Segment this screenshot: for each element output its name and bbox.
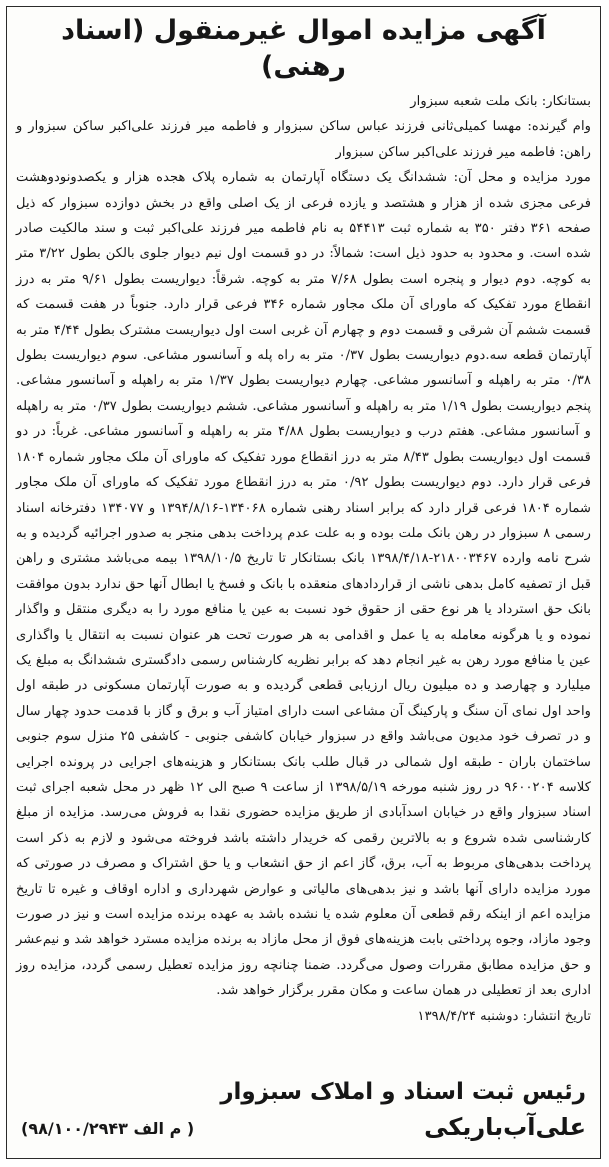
signature-name: علی‌آب‌باریکی bbox=[424, 1113, 586, 1141]
notice-title: آگهی مزایده اموال غیرمنقول (اسناد رهنی) bbox=[61, 15, 546, 82]
auction-notice bbox=[6, 6, 601, 1159]
publish-date: تاریخ انتشار: دوشنبه ۱۳۹۸/۴/۲۴ bbox=[417, 1008, 591, 1024]
auction-subject-paragraph: مورد مزایده و محل آن: ششدانگ یک دستگاه آپارتمان به شماره پلاک هجده هزار و یکصدونودوهشت فرعی مجزی شده از هزار و هشتصد و یازده فرعی از یک اصلی واقع در بخش دوازده سبزوار که ذیل صفحه ۳۶۱ دفتر ۳۵۰ به شماره ثبت ۵۴۴۱۳ به نام فاطمه میر فرزند علی‌اکبر ثبت و سند مالکیت صادر شده است. و محدود به حدود ذیل است: شمالاً: در دو قسمت اول نیم دیوار جلوی بالکن بطول ۳/۲۲ متر به کوچه. دوم دیوار و پنجره است بطول ۷/۶۸ متر به کوچه. شرقاً: دیواریست بطول ۹/۶۱ متر به درز انقطاع مورد تفکیک که ماورای آن ملک مجاور شماره ۳۴۶ فرعی قرار دارد. جنوباً در هفت قسمت که قسمت ششم آن شرقی و قسمت دوم و چهارم آن غربی است اول دیواریست مشترک بطول ۴/۴۴ متر به آپارتمان قطعه سه.دوم دیواریست بطول ۰/۳۷ متر به راه پله و آسانسور مشاعی. سوم دیواریست بطول ۰/۳۸ متر به راهپله و آسانسور مشاعی. چهارم دیواریست بطول ۱/۳۷ متر به راهپله و آسانسور مشاعی. پنجم دیواریست بطول ۱/۱۹ متر به راهپله و آسانسور مشاعی. ششم دیواریست بطول ۰/۳۷ متر به راهپله و آسانسور مشاعی. هفتم درب و دیواریست بطول ۴/۸۸ متر به راهپله و آسانسور مشاعی. غرباً: در دو قسمت اول دیواریست بطول ۸/۴۳ متر به درز انقطاع مورد تفکیک که ماورای آن ملک مجاور شماره ۱۸۰۴ فرعی قرار دارد. دوم دیواریست بطول ۰/۹۲ متر به درز انقطاع مورد تفکیک که ماورای آن ملک مجاور شماره ۱۸۰۴ فرعی قرار دارد که برابر اسناد رهنی شماره ۱۳۴۰۶۸-۱۳۹۴/۸/۱۶ و ۱۳۴۰۷۷ دفترخانه اسناد رسمی ۸ سبزوار در رهن بانک ملت بوده و به علت عدم پرداخت بدهی منجر به صدور اجرائیه گردیده و به شرح نامه وارده ۲۱۸۰۰۳۴۶۷-۱۳۹۸/۴/۱۸ بانک بستانکار تا تاریخ ۱۳۹۸/۱۰/۵ بیمه می‌باشد مشتری و راهن قبل از تصفیه کامل بدهی ناشی از قراردادهای منعقده با بانک و فسخ یا ابطال آنها حق ندارد بدون موافقت بانک حق استرداد یا هر نوع حقی از حقوق خود نسبت به عین یا منافع مورد را به دیگری منتقل و واگذار نموده و یا هرگونه معامله به یا عمل و اقدامی به هر صورت تحت هر عنوان نسبت به انتقال یا واگذاری عین یا منافع مورد رهن به غیر انجام دهد که برابر نظریه کارشناس رسمی دادگستری ششدانگ به مبلغ یک میلیارد و چهارصد و ده میلیون ریال ارزیابی قطعی گردیده و به صورت آپارتمان مسکونی در طبقه اول واحد اول نمای آن سنگ و پارکینگ آن مشاعی است دارای امتیاز آب و برق و گاز با قدمت حدود چهار سال و در تصرف خود مدیون می‌باشد واقع در سبزوار خیابان کاشفی جنوبی - کاشفی ۲۵ منزل سوم جنوبی ساختمان باران - طبقه اول شمالی در قبال طلب بانک بستانکار و هزینه‌های اجرایی در پرونده اجرایی کلاسه ۹۶۰۰۲۰۴ در روز شنبه مورخه ۱۳۹۸/۵/۱۹ از ساعت ۹ صبح الی ۱۲ ظهر در محل شعبه اجرای ثبت اسناد سبزوار واقع در خیابان اسدآبادی از طریق مزایده حضوری نقدا به فروش می‌رسد. مزایده از مبلغ کارشناسی شده شروع و به بالاترین رقمی که خریدار داشته باشد فروخته می‌شود و لازم به ذکر است پرداخت بدهی‌های مربوط به آب، برق، گاز اعم از حق انشعاب و یا حق اشتراک و مصرف در صورتی که مورد مزایده دارای آنها باشد و نیز بدهی‌های مالیاتی و عوارض شهرداری و اداره اوقاف و غیره تا تاریخ مزایده اعم از اینکه رقم قطعی آن معلوم شده یا نشده باشد به عهده برنده مزایده است و نیز در صورت وجود مازاد، وجوه پرداختی بابت هزینه‌های فوق از محل مازاد به برنده مزایده مسترد خواهد شد و نیم‌عشر و حق مزایده مطابق مقررات وصول می‌گردد. ضمنا چنانچه روز مزایده تعطیل رسمی گردد، مزایده روز اداری بعد از تعطیلی در همان ساعت و مکان مقرر برگزار خواهد شد. bbox=[16, 170, 592, 999]
reference-number: ( م الف ۹۸/۱۰۰/۲۹۴۳) bbox=[21, 1119, 195, 1138]
creditor-line: بستانکار: بانک ملت شعبه سبزوار bbox=[410, 94, 591, 109]
signature-title: رئیس ثبت اسناد و املاک سبزوار bbox=[220, 1079, 586, 1105]
notice-body bbox=[16, 89, 591, 1029]
borrower-line: وام گیرنده: مهسا کمیلی‌ثانی فرزند عباس ساکن سبزوار و فاطمه میر فرزند علی‌اکبر ساکن سبزوار و راهن: فاطمه میر فرزند علی‌اکبر ساکن سبزوار bbox=[16, 119, 591, 160]
